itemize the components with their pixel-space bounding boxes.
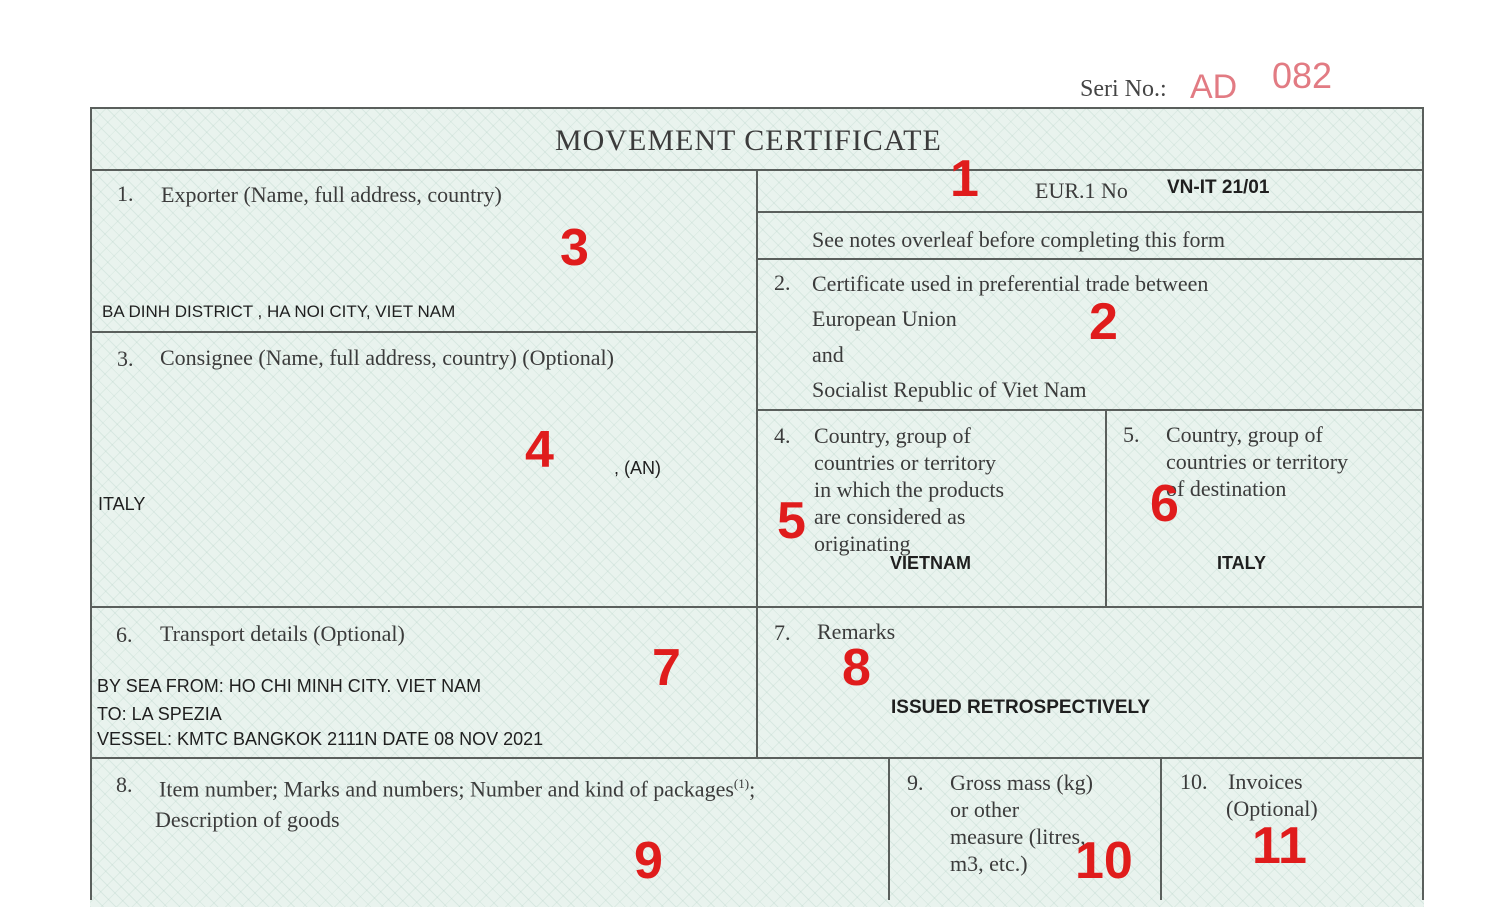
eur-label: EUR.1 No — [1035, 178, 1128, 203]
box10-number: 10. — [1180, 769, 1208, 794]
marker-2: 2 — [1089, 293, 1118, 351]
box9-line1: Gross mass (kg) — [950, 770, 1093, 795]
box9-number: 9. — [907, 770, 924, 795]
seri-number: 082 — [1272, 55, 1333, 96]
box6-label: Transport details (Optional) — [160, 621, 405, 646]
rule-under-box2 — [758, 409, 1424, 411]
rule-right — [1422, 107, 1424, 900]
box3-number: 3. — [117, 346, 134, 371]
box6-number: 6. — [116, 622, 133, 647]
transport-line1: BY SEA FROM: HO CHI MINH CITY. VIET NAM — [97, 676, 482, 696]
box8-line1-text: Item number; Marks and numbers; Number and kind of packages — [159, 776, 734, 802]
rule-mid — [756, 169, 758, 757]
box7-number: 7. — [774, 620, 791, 645]
box10-line2: (Optional) — [1226, 796, 1318, 821]
marker-4: 4 — [525, 421, 554, 479]
marker-7: 7 — [652, 639, 681, 697]
box1-number: 1. — [117, 181, 134, 206]
rule-top — [90, 107, 1424, 109]
box5-line3: of destination — [1166, 476, 1287, 501]
box1-label: Exporter (Name, full address, country) — [161, 182, 502, 207]
rule-box9-10 — [1160, 757, 1162, 900]
box4-line4: are considered as — [814, 504, 966, 529]
marker-11: 11 — [1252, 817, 1307, 875]
marker-5: 5 — [777, 492, 806, 550]
marker-9: 9 — [634, 832, 663, 890]
box10-line1: Invoices — [1228, 769, 1303, 794]
destination-country: ITALY — [1217, 553, 1267, 573]
box4-line3: in which the products — [814, 477, 1005, 502]
box9-line4: m3, etc.) — [950, 851, 1028, 876]
transport-line3: VESSEL: KMTC BANGKOK 2111N DATE 08 NOV 2021 — [97, 729, 544, 749]
box2-number: 2. — [774, 270, 791, 295]
box5-line2: countries or territory — [1166, 449, 1349, 474]
box8-line2: Description of goods — [155, 807, 340, 832]
marker-3: 3 — [560, 219, 589, 277]
box2-line4: Socialist Republic of Viet Nam — [812, 377, 1087, 402]
box9-line3: measure (litres, — [950, 824, 1086, 849]
box7-label: Remarks — [817, 619, 896, 644]
box9-line2: or other — [950, 797, 1020, 822]
box2-line1: Certificate used in preferential trade between — [812, 271, 1209, 296]
rule-box8-9 — [888, 757, 890, 900]
transport-line2: TO: LA SPEZIA — [97, 704, 222, 724]
rule-left — [90, 107, 92, 900]
rule-box4-5 — [1105, 409, 1107, 606]
exporter-address: BA DINH DISTRICT , HA NOI CITY, VIET NAM — [102, 302, 456, 321]
box4-number: 4. — [774, 423, 791, 448]
box8-line1-end: ; — [749, 776, 756, 802]
rule-under-eur — [758, 211, 1424, 213]
box8-footnote: (1) — [733, 776, 750, 791]
box8-number: 8. — [116, 772, 133, 797]
box5-number: 5. — [1123, 422, 1140, 447]
origin-country: VIETNAM — [890, 553, 971, 573]
rule-under-notes — [758, 258, 1424, 260]
consignee-country: ITALY — [98, 494, 146, 514]
marker-6: 6 — [1150, 475, 1179, 533]
box5-line1: Country, group of — [1166, 422, 1323, 447]
marker-8: 8 — [842, 639, 871, 697]
box2-line2: European Union — [812, 306, 957, 331]
rule-under-exporter — [90, 331, 758, 333]
box2-line3: and — [812, 342, 844, 367]
box3-label: Consignee (Name, full address, country) (Optional) — [160, 345, 614, 370]
box8-line1 — [159, 770, 755, 802]
box4-line1: Country, group of — [814, 423, 971, 448]
rule-under-box6 — [90, 757, 1424, 759]
consignee-code: , (AN) — [614, 458, 661, 478]
seri-prefix: AD — [1190, 68, 1238, 106]
box4-line5: originating — [814, 531, 911, 556]
eur-number: VN-IT 21/01 — [1167, 177, 1270, 198]
remarks-value: ISSUED RETROSPECTIVELY — [891, 697, 1151, 718]
marker-10: 10 — [1075, 832, 1133, 890]
box4-line2: countries or territory — [814, 450, 997, 475]
certificate-title: MOVEMENT CERTIFICATE — [555, 124, 942, 157]
marker-1: 1 — [950, 150, 979, 208]
seri-label: Seri No.: — [1080, 76, 1167, 102]
notes-text: See notes overleaf before completing this form — [812, 227, 1225, 252]
